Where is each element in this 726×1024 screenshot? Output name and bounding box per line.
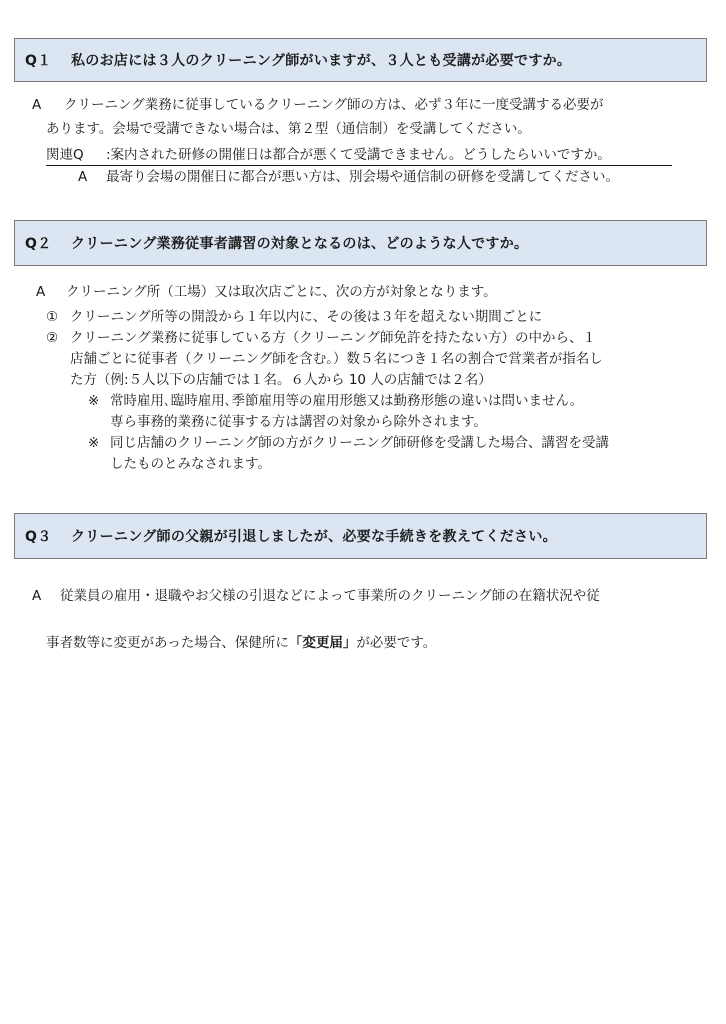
q1-related-question-text: :案内された研修の開催日は都合が悪くて受講できません。どうしたらいいですか。 — [106, 147, 611, 163]
q2-item-1 — [46, 307, 542, 327]
q3-question-box — [14, 513, 707, 559]
q1-number: Q１ — [25, 53, 52, 69]
q1-question-box — [14, 38, 707, 82]
q2-answer-intro: クリーニング所（工場）又は取次店ごとに、次の方が対象となります。 — [66, 284, 497, 300]
q1-answer-label: A — [32, 97, 42, 113]
q1-related-question — [46, 145, 672, 166]
henkou-todoke-label: 「変更届」 — [288, 635, 357, 651]
q1-question: 私のお店には３人のクリーニング師がいますが、３人とも受講が必要ですか。 — [71, 53, 572, 69]
q1-related-answer — [78, 167, 619, 187]
q2-note-1 — [88, 391, 583, 411]
q2-note2-line1: 同じ店舗のクリーニング師の方がクリーニング師研修を受講した場合、講習を受講 — [110, 435, 609, 451]
q2-note2-mark: ※ — [88, 435, 100, 451]
q1-related-label: 関連Q — [46, 147, 84, 163]
q2-note1-mark: ※ — [88, 393, 100, 409]
q3-answer-line2-pre: 事者数等に変更があった場合、保健所に — [46, 635, 289, 651]
q1-related-answer-label: A — [78, 169, 88, 185]
q2-note-2 — [88, 433, 609, 453]
q1-answer-line2: あります。会場で受講できない場合は、第２型（通信制）を受講してください。 — [46, 121, 531, 137]
q3-answer-line2-post: が必要です。 — [356, 635, 437, 651]
q2-item2-line3: た方（例:５人以下の店舗では１名。６人から 10 人の店舗では２名） — [70, 372, 492, 388]
q2-item2-mark: ② — [46, 330, 59, 346]
q2-item2-line1: クリーニング業務に従事している方（クリーニング師免許を持たない方）の中から、１ — [70, 330, 596, 346]
q2-note1-line2: 専ら事務的業務に従事する方は講習の対象から除外されます。 — [110, 414, 487, 430]
q2-question-box — [14, 220, 707, 266]
q3-answer-label: A — [32, 588, 42, 604]
q2-note2-line2: したものとみなされます。 — [110, 456, 271, 472]
q2-answer-label: A — [36, 284, 46, 300]
q2-item2-line2: 店舗ごとに従事者（クリーニング師を含む。）数５名につき１名の割合で営業者が指名し — [70, 351, 603, 367]
q2-item1-text: クリーニング所等の開設から１年以内に、その後は３年を超えない期間ごとに — [70, 309, 543, 325]
q2-question: クリーニング業務従事者講習の対象となるのは、どのような人ですか。 — [71, 236, 529, 252]
q2-item-2 — [46, 328, 596, 348]
q1-related-answer-text: 最寄り会場の開催日に都合が悪い方は、別会場や通信制の研修を受講してください。 — [106, 169, 619, 185]
q3-question: クリーニング師の父親が引退しましたが、必要な手続きを教えてください。 — [71, 529, 557, 545]
q2-number: Q２ — [25, 236, 52, 252]
q1-answer-line1: クリーニング業務に従事しているクリーニング師の方は、必ず３年に一度受講する必要が — [64, 97, 604, 113]
q2-item1-mark: ① — [46, 309, 59, 325]
q2-note1-line1: 常時雇用､臨時雇用､季節雇用等の雇用形態又は勤務形態の違いは問いません。 — [110, 393, 584, 409]
q3-number: Q３ — [25, 529, 52, 545]
q3-answer-line1: 従業員の雇用・退職やお父様の引退などによって事業所のクリーニング師の在籍状況や従 — [60, 588, 600, 604]
